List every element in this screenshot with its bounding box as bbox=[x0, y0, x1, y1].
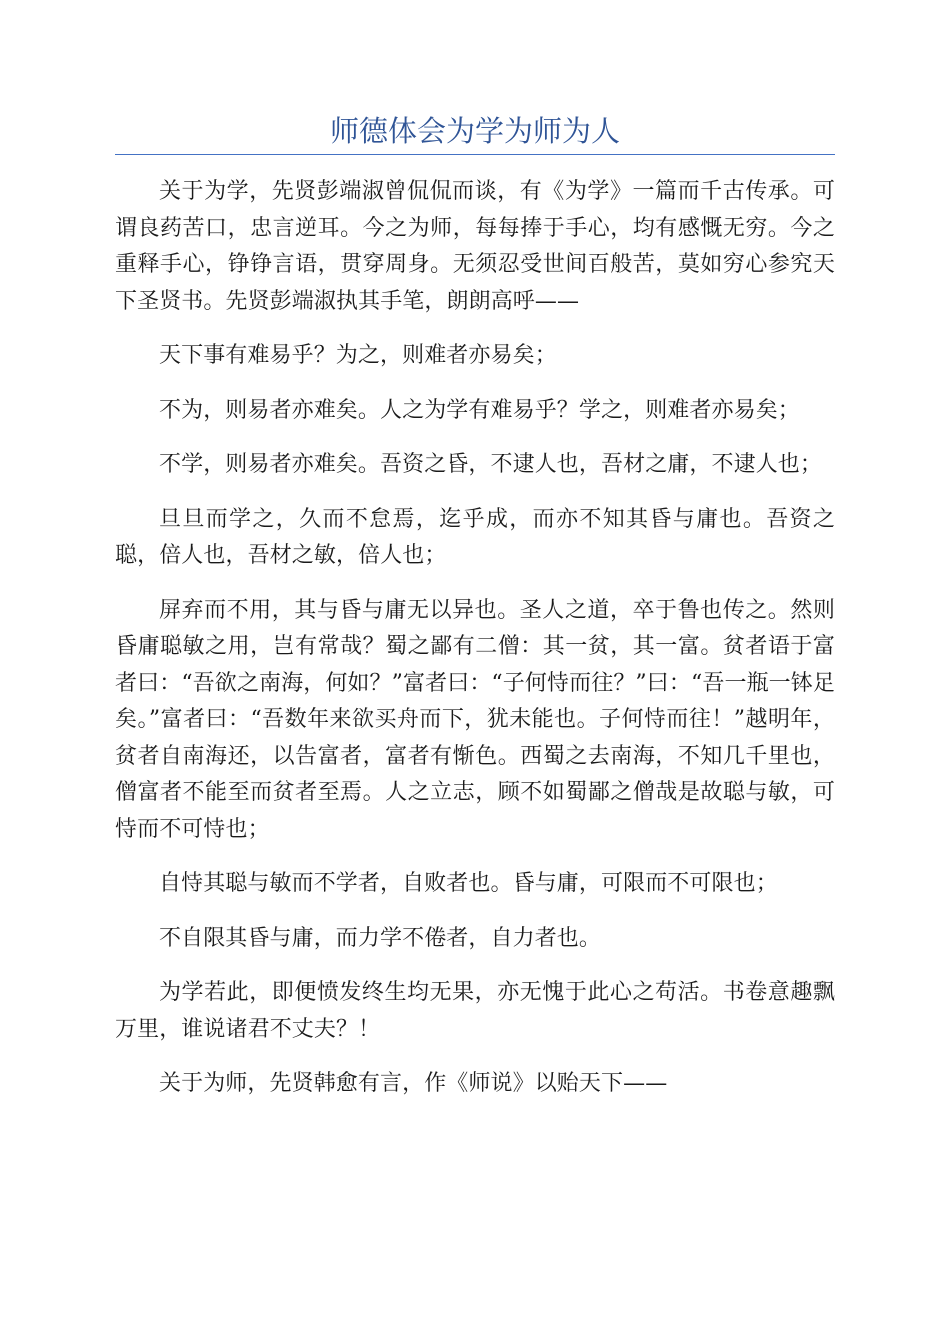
paragraph: 自恃其聪与敏而不学者，自败者也。昏与庸，可限而不可限也； bbox=[159, 871, 778, 896]
title-underline bbox=[115, 154, 835, 155]
paragraph: 旦旦而学之，久而不怠焉，迄乎成，而亦不知其昏与庸也。吾资之聪，倍人也，吾材之敏，倍人也； bbox=[115, 506, 835, 568]
paragraph: 屏弃而不用，其与昏与庸无以异也。圣人之道，卒于鲁也传之。然则昏庸聪敏之用，岂有常哉？蜀之鄙有二僧：其一贫，其一富。贫者语于富者曰：“吾欲之南海，何如？”富者曰：“子何恃而往？”曰：“吾一瓶一钵足矣。”富者曰：“吾数年来欲买舟而下，犹未能也。子何恃而往！”越明年，贫者自南海还，以告富者，富者有惭色。西蜀之去南海，不知几千里也，僧富者不能至而贫者至焉。人之立志，顾不如蜀鄙之僧哉是故聪与敏，可恃而不可恃也； bbox=[115, 597, 835, 842]
document-title: 师德体会为学为师为人 bbox=[329, 114, 620, 148]
paragraph: 不为，则易者亦难矣。人之为学有难易乎？学之，则难者亦易矣； bbox=[159, 397, 800, 423]
paragraph: 不自限其昏与庸，而力学不倦者，自力者也。 bbox=[159, 925, 602, 951]
paragraph: 不学，则易者亦难矣。吾资之昏，不逮人也，吾材之庸，不逮人也； bbox=[159, 452, 823, 477]
paragraph: 天下事有难易乎？为之，则难者亦易矣； bbox=[159, 343, 557, 368]
paragraph-closing: 关于为师，先贤韩愈有言，作《师说》以贻天下—— bbox=[159, 1071, 668, 1096]
paragraph-intro: 关于为学，先贤彭端淑曾侃侃而谈，有《为学》一篇而千古传承。可谓良药苦口，忠言逆耳。今之为师，每每捧于手心，均有感慨无穷。今之重释手心，铮铮言语，贯穿周身。无须忍受世间百般苦，莫如穷心参究天下圣贤书。先贤彭端淑执其手笔，朗朗高呼—— bbox=[115, 179, 835, 314]
paragraph: 为学若此，即便愤发终生均无果，亦无愧于此心之苟活。书卷意趣飘万里，谁说诸君不丈夫？！ bbox=[115, 980, 835, 1042]
document-body bbox=[115, 174, 835, 1121]
